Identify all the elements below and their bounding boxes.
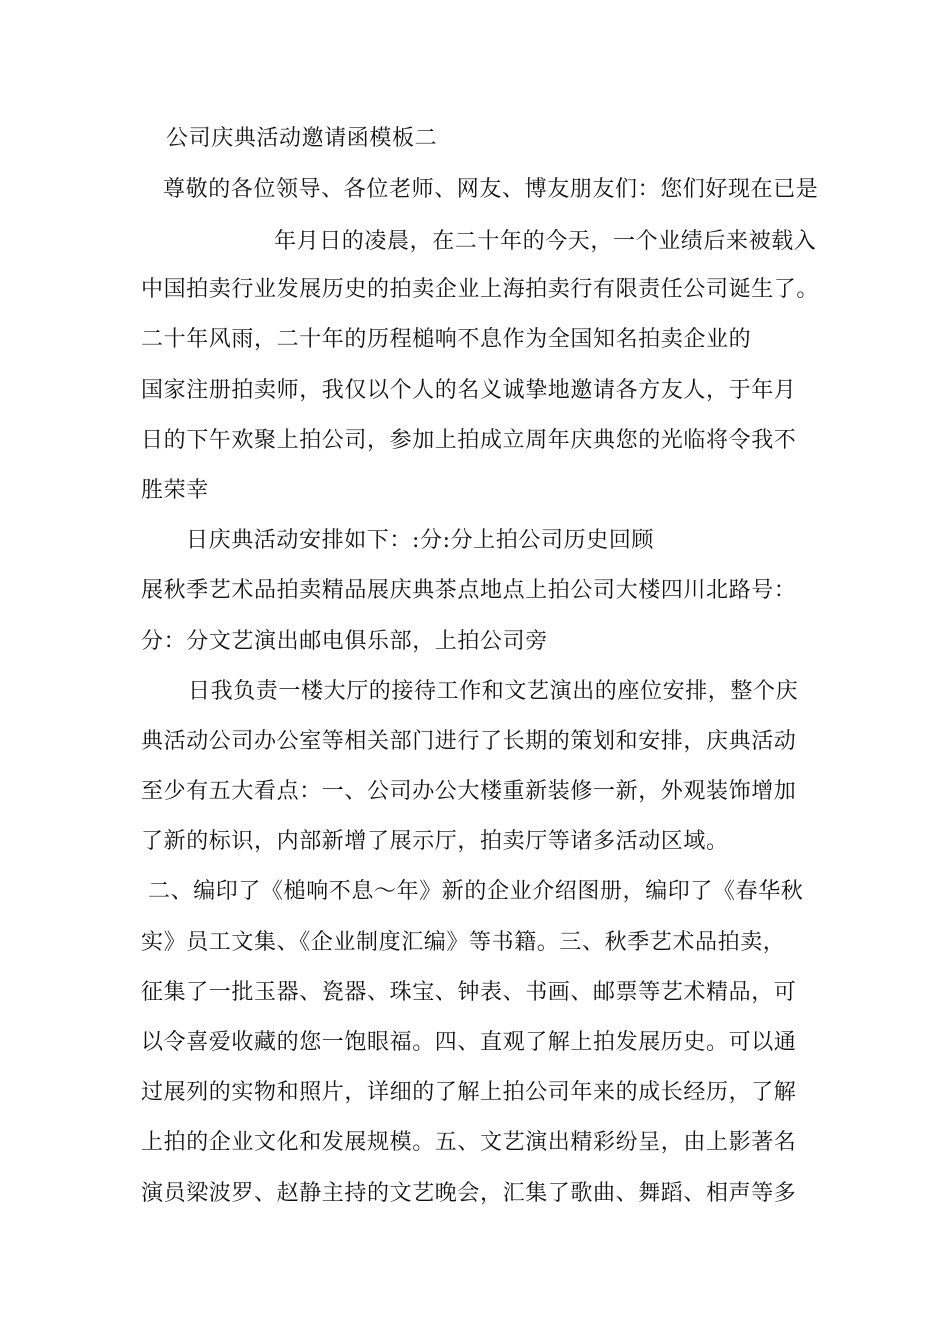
text-line: 至少有五大看点：一、公司办公大楼重新装修一新，外观装饰增加 — [141, 779, 797, 804]
text-line: 日庆典活动安排如下：:分:分上拍公司历史回顾 — [186, 528, 655, 553]
text-line: 实》员工文集、《企业制度汇编》等书籍。三、秋季艺术品拍卖， — [141, 930, 786, 955]
text-line: 典活动公司办公室等相关部门进行了长期的策划和安排，庆典活动 — [141, 729, 797, 754]
text-line: 日的下午欢聚上拍公司，参加上拍成立周年庆典您的光临将令我不 — [141, 428, 797, 453]
text-line: 国家注册拍卖师，我仅以个人的名义诚挚地邀请各方友人，于年月 — [141, 378, 797, 403]
text-line: 上拍的企业文化和发展规模。五、文艺演出精彩纷呈，由上影著名 — [141, 1130, 797, 1155]
text-line: 尊敬的各位领导、各位老师、网友、博友朋友们：您们好现在已是 — [163, 177, 819, 202]
text-line: 过展列的实物和照片，详细的了解上拍公司年来的成长经历，了解 — [141, 1080, 797, 1105]
text-line: 二十年风雨，二十年的历程槌响不息作为全国知名拍卖企业的 — [141, 327, 752, 352]
text-line: 了新的标识，内部新增了展示厅，拍卖厅等诸多活动区域。 — [141, 829, 729, 854]
text-line: 分：分文艺演出邮电俱乐部，上拍公司旁 — [141, 629, 548, 654]
text-line: 胜荣幸 — [141, 478, 209, 503]
text-line: 征集了一批玉器、瓷器、珠宝、钟表、书画、邮票等艺术精品，可 — [141, 980, 797, 1005]
text-line: 年月日的凌晨，在二十年的今天，一个业绩后来被载入 — [274, 229, 817, 254]
document-title: 公司庆典活动邀请函模板二 — [166, 126, 438, 151]
text-line: 演员梁波罗、赵静主持的文艺晚会，汇集了歌曲、舞蹈、相声等多 — [141, 1181, 797, 1206]
text-line: 展秋季艺术品拍卖精品展庆典茶点地点上拍公司大楼四川北路号： — [141, 578, 797, 603]
text-line: 以令喜爱收藏的您一饱眼福。四、直观了解上拍发展历史。可以通 — [141, 1030, 797, 1055]
text-line: 中国拍卖行业发展历史的拍卖企业上海拍卖行有限责任公司诞生了。 — [141, 277, 820, 302]
text-line: 二、编印了《槌响不息〜年》新的企业介绍图册，编印了《春华秋 — [148, 879, 804, 904]
text-line: 日我负责一楼大厅的接待工作和文艺演出的座位安排，整个庆 — [188, 679, 799, 704]
